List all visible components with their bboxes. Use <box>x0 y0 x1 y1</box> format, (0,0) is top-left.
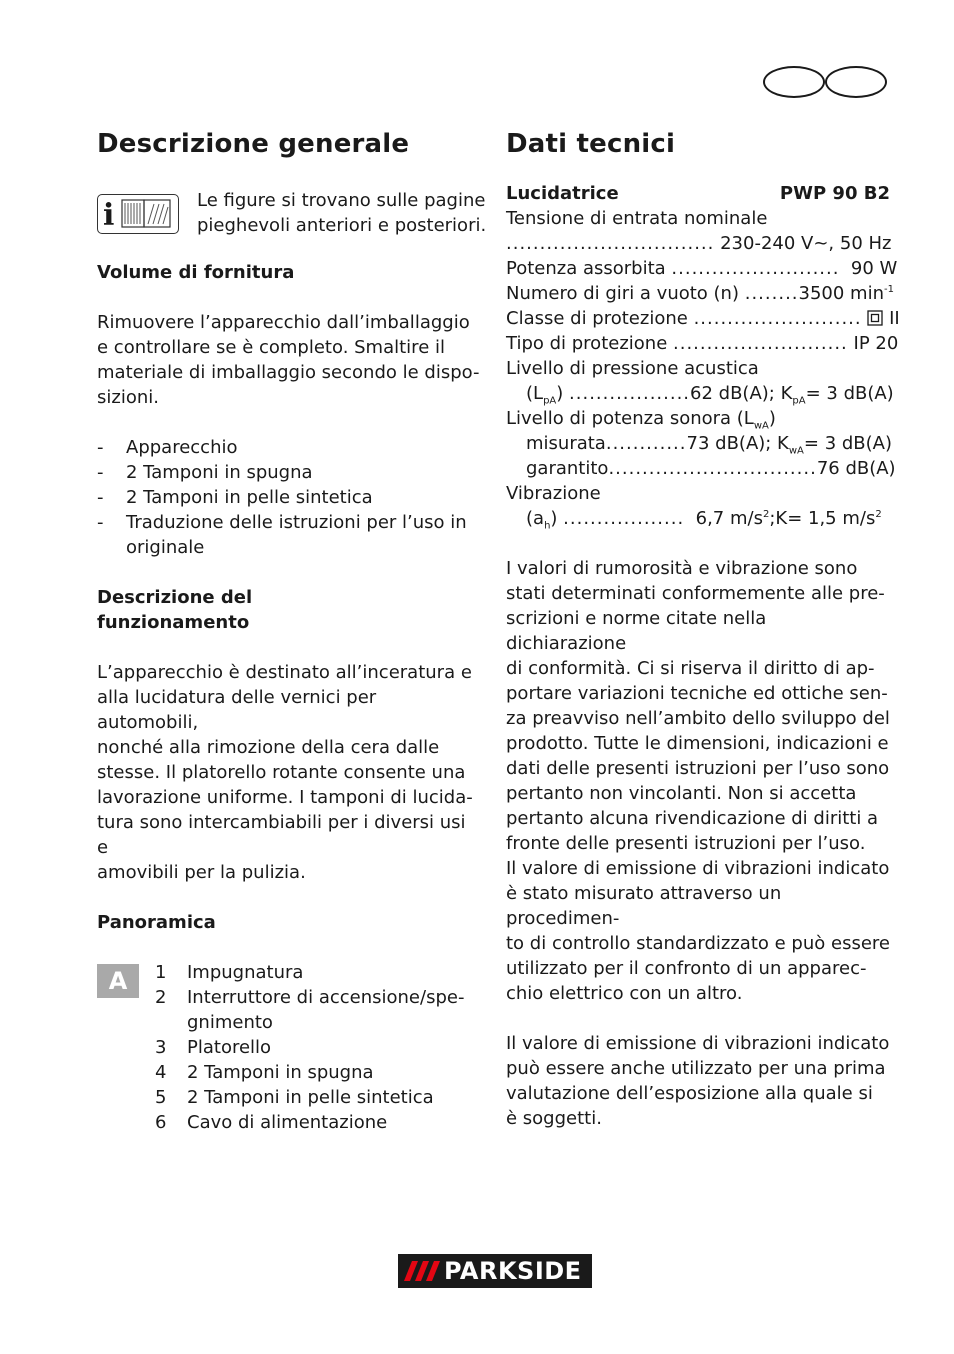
info-note <box>97 188 487 238</box>
list-item: 2 Interruttore di accensione/spe- <box>155 987 465 1008</box>
parts-list <box>97 960 481 1135</box>
spec-class: Classe di protezione ......................... II <box>506 308 900 329</box>
list-item: - 2 Tamponi in pelle sintetica <box>97 485 481 510</box>
parts-overview <box>97 960 481 1135</box>
spec-vibration: $(a_h)$ .................. 6,7 $m/s^2;K= 1,5$ $m/s^2$ <box>526 508 882 532</box>
function-paragraph: L’apparecchio è destinato all’inceratura e alla lucidatura delle vernici per automobili, nonché alla rimozione della cera dalle stesse. Il platorello rotante consente una lavorazione uniforme. I tamponi di lucida- tura sono intercambiabili per i diversi usi e amovibili per la pulizia. <box>97 662 473 883</box>
spec-rpm: Numero di giri a vuoto (n) ........3500 $\min^{-1}$ <box>506 283 894 304</box>
language-ovals <box>763 66 891 100</box>
model-number: PWP 90 B2 <box>779 183 890 204</box>
exposure-paragraph: Il valore di emissione di vibrazioni indicato può essere anche utilizzato per una prima valutazione dell’esposizione alla quale si è soggetti. <box>506 1033 890 1129</box>
section-title-general: Descrizione generale <box>97 129 410 159</box>
section-title-technical: Dati tecnici <box>506 129 676 159</box>
spec-pressure-label: Livello di pressione acustica <box>506 358 759 379</box>
spec-pressure: $(L_{pA})$ ..................62 dB(A); $K_{pA}= 3$ dB(A) <box>526 383 894 407</box>
list-item: 1 Impugnatura <box>155 962 304 983</box>
spec-tension-label: Tensione di entrata nominale <box>506 208 768 229</box>
list-item: - Traduzione delle istruzioni per l’uso in originale <box>97 510 481 560</box>
list-item: 3 Platorello <box>155 1037 272 1058</box>
figure-a-badge: A <box>97 964 139 998</box>
delivery-list <box>97 435 481 560</box>
list-item: 4 2 Tamponi in spugna <box>155 1062 374 1083</box>
spec-vibration-label: Vibrazione <box>506 483 601 504</box>
list-item: gnimento <box>187 1012 273 1033</box>
spec-type: Tipo di protezione .......................... IP 20 <box>506 333 899 354</box>
heading-volume: Volume di fornitura <box>97 262 295 283</box>
spec-sound-label: Livello di potenza sonora $(L_{wA})$ <box>506 408 776 432</box>
logo-stripes-icon <box>404 1261 440 1281</box>
heading-function: Descrizione del funzionamento <box>97 587 253 633</box>
spec-power: Potenza assorbita ......................... 90 W <box>506 258 898 279</box>
protection-class-icon <box>867 310 883 326</box>
left-column <box>97 124 487 1135</box>
info-booklet-icon <box>97 194 179 234</box>
parkside-logo <box>398 1254 592 1288</box>
spec-table <box>506 181 900 532</box>
right-column <box>506 124 900 1131</box>
language-oval-right <box>825 66 887 98</box>
spec-header <box>506 181 890 206</box>
list-item: - Apparecchio <box>97 435 481 460</box>
logo-text: PARKSIDE <box>444 1257 582 1285</box>
spec-guaranteed: garantito...............................76 dB(A) <box>526 458 896 479</box>
product-name: Lucidatrice <box>506 183 619 204</box>
list-item: 6 Cavo di alimentazione <box>155 1112 388 1133</box>
spec-tension: ............................... 230-240 V~, 50 Hz <box>506 233 892 254</box>
language-oval-left <box>763 66 825 98</box>
vibration-paragraph: I valori di rumorosità e vibrazione sono stati determinati conformemente alle pre- scrizioni e norme citate nella dichiarazione di conformità. Ci si riserva il diritto di ap- portare variazioni tecniche ed ottiche sen- za preavviso nell’ambito dello sviluppo del prodotto. Tutte le dimensioni, indicazioni e dati delle presenti istruzioni per l’uso sono pertanto non vincolanti. Non si accetta pertanto alcuna rivendicazione di diritti a fronte delle presenti istruzioni per l’uso. Il valore di emissione di vibrazioni indicato è stato misurato attraverso un procedimen- to di controllo standardizzato e può essere utilizzato per il confronto di un apparec- chio elettrico con un altro. <box>506 558 890 1004</box>
list-item: 5 2 Tamponi in pelle sintetica <box>155 1087 434 1108</box>
volume-paragraph: Rimuovere l’apparecchio dall’imballaggio e controllare se è completo. Smaltire il materiale di imballaggio secondo le dispo- sizioni. <box>97 312 480 408</box>
list-item: - 2 Tamponi in spugna <box>97 460 481 485</box>
heading-panorama: Panoramica <box>97 912 216 933</box>
spec-measured: misurata............73 dB(A); $K_{wA}= 3$ dB(A) <box>526 433 893 457</box>
svg-text:i: i <box>103 198 115 233</box>
info-text: Le figure si trovano sulle pagine pieghevoli anteriori e posteriori. <box>197 190 487 236</box>
